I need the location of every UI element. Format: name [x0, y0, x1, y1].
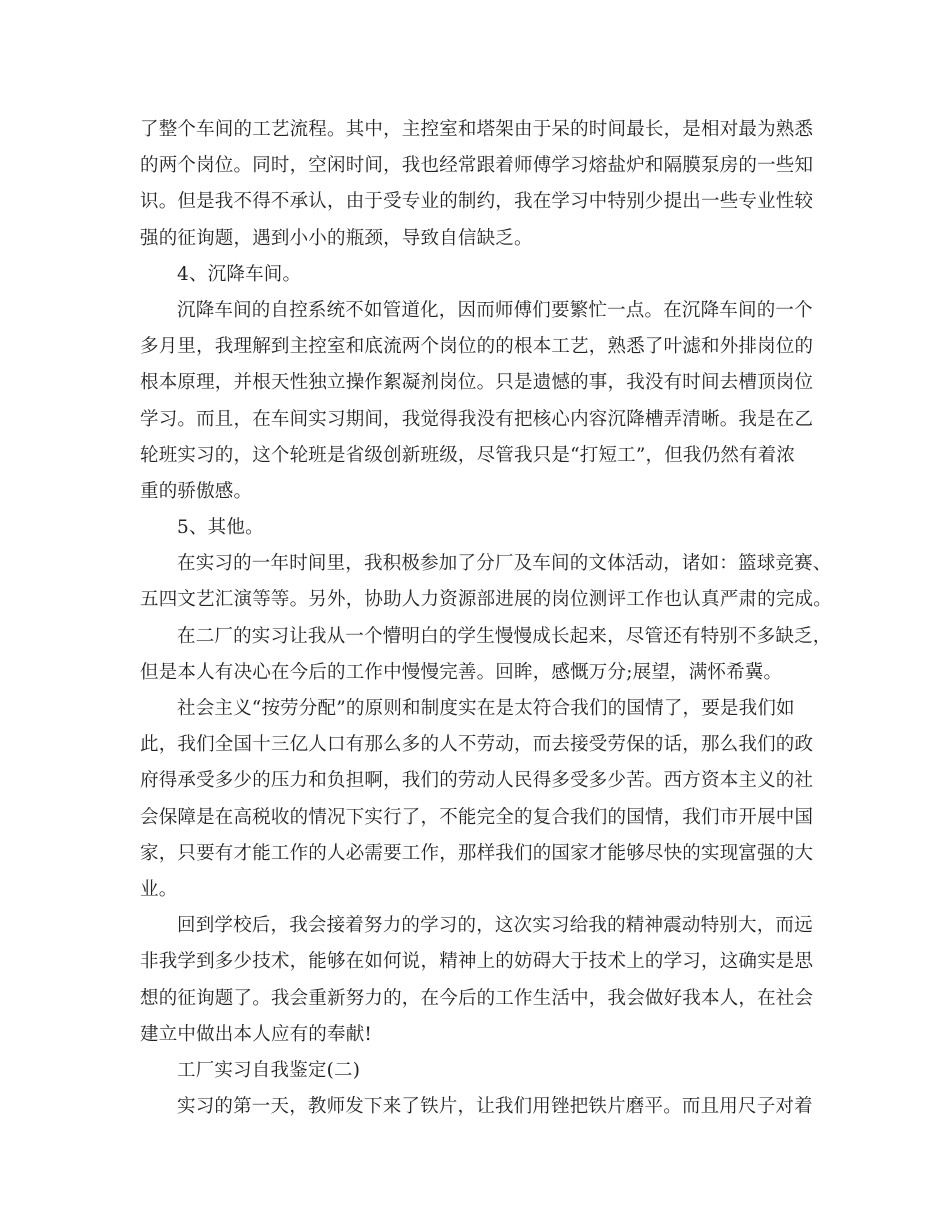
document-body	[140, 112, 832, 1125]
text-line: 在二厂的实习让我从一个懵明白的学生慢慢成长起来，尽管还有特别不多缺乏，	[177, 625, 832, 647]
text-line: 业。	[140, 878, 178, 900]
text-line: 4、沉降车间。	[177, 263, 302, 285]
text-line: 沉降车间的自控系统不如管道化，因而师傅们要繁忙一点。在沉降车间的一个	[177, 299, 813, 321]
text-line: 社会主义“按劳分配”的原则和制度实在是太符合我们的国情了，要是我们如	[177, 698, 795, 719]
text-line: 强的征询题，遇到小小的瓶颈，导致自信缺乏。	[140, 227, 533, 249]
text-line: 建立中做出本人应有的奉献!	[140, 1023, 373, 1045]
text-line: 府得承受多少的压力和负担啊，我们的劳动人民得多受多少苦。西方资本主义的社	[140, 770, 814, 792]
text-line: 轮班实习的，这个轮班是省级创新班级，尽管我只是“打短工”，但我仍然有着浓	[140, 444, 796, 466]
text-line: 但是本人有决心在今后的工作中慢慢完善。回眸，感慨万分;展望，满怀希冀。	[140, 661, 783, 683]
text-line: 实习的第一天，教师发下来了铁片，让我们用锉把铁片磨平。而且用尺子对着	[177, 1096, 813, 1118]
text-line: 重的骄傲感。	[140, 480, 253, 502]
text-line: 会保障是在高税收的情况下实行了，不能完全的复合我们的国情，我们市开展中国	[140, 806, 814, 828]
text-line: 在实习的一年时间里，我积极参加了分厂及车间的文体活动，诸如：篮球竞赛、	[177, 553, 832, 575]
text-line: 此，我们全国十三亿人口有那么多的人不劳动，而去接受劳保的话，那么我们的政	[140, 734, 814, 756]
text-line: 根本原理，并根天性独立操作絮凝剂岗位。只是遗憾的事，我没有时间去槽顶岗位	[140, 372, 814, 394]
text-line: 5、其他。	[177, 517, 264, 539]
text-line: 了整个车间的工艺流程。其中，主控室和塔架由于呆的时间最长，是相对最为熟悉	[140, 119, 814, 140]
text-line: 工厂实习自我鉴定(二)	[177, 1059, 361, 1081]
text-line: 非我学到多少技术，能够在如何说，精神上的妨碍大于技术上的学习，这确实是思	[140, 951, 814, 973]
text-line: 家，只要有才能工作的人必需要工作，那样我们的国家才能够尽快的实现富强的大	[140, 842, 814, 864]
text-line: 多月里，我理解到主控室和底流两个岗位的的根本工艺，熟悉了叶滤和外排岗位的	[140, 336, 814, 358]
text-line: 的两个岗位。同时，空闲时间，我也经常跟着师傅学习熔盐炉和隔膜泵房的一些知	[140, 155, 814, 177]
text-line: 识。但是我不得不承认，由于受专业的制约，我在学习中特别少提出一些专业性较	[140, 191, 814, 213]
text-line: 学习。而且，在车间实习期间，我觉得我没有把核心内容沉降槽弄清晰。我是在乙	[140, 408, 814, 430]
text-line: 想的征询题了。我会重新努力的，在今后的工作生活中，我会做好我本人，在社会	[140, 987, 814, 1009]
text-line: 回到学校后，我会接着努力的学习的，这次实习给我的精神震动特别大，而远	[177, 915, 813, 937]
text-line: 五四文艺汇演等等。另外，协助人力资源部进展的岗位测评工作也认真严肃的完成。	[140, 589, 832, 611]
